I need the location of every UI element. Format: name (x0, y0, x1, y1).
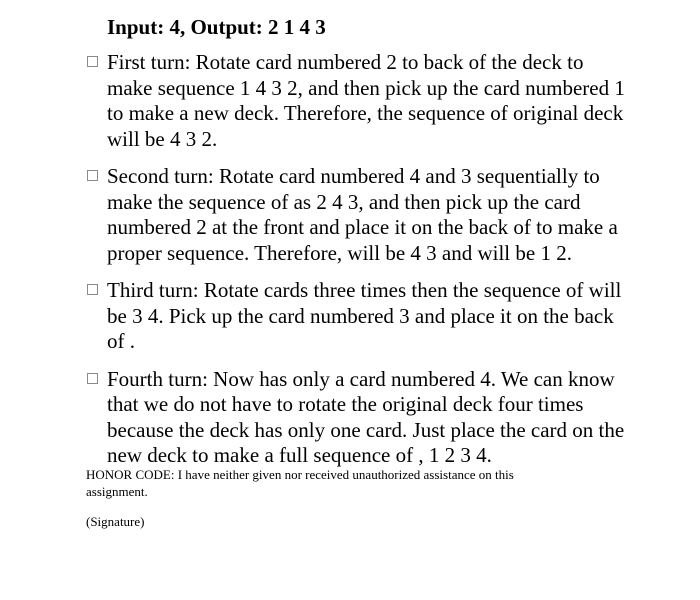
signature-label: (Signature) (86, 514, 145, 529)
example-heading: Input: 4, Output: 2 1 4 3 (107, 15, 326, 39)
empty-checkbox-icon (87, 284, 98, 295)
empty-checkbox-icon (87, 56, 98, 67)
empty-checkbox-icon (87, 170, 98, 181)
turn-item-second (86, 164, 626, 266)
turn-text: Third turn: Rotate cards three times then the sequence of will be 3 4. Pick up the card numbered 3 and place it on the back of . (107, 278, 622, 353)
turn-item-fourth (86, 367, 626, 469)
turn-text: Second turn: Rotate card numbered 4 and 3 sequentially to make the sequence of as 2 4 3, and then pick up the card numbered 2 at the front and place it on the back of to make a proper sequence. Therefore, will be 4 3 and will be 1 2. (107, 164, 618, 265)
turn-list (86, 50, 626, 481)
turn-text: Fourth turn: Now has only a card numbered 4. We can know that we do not have to rotate the original deck four times because the deck has only one card. Just place the card on the new deck to make a full sequence of , 1 2 3 4. (107, 366, 625, 467)
turn-item-third (86, 278, 626, 355)
turn-item-first (86, 50, 626, 152)
turn-text: First turn: Rotate card numbered 2 to back of the deck to make sequence 1 4 3 2, and then pick up the card numbered 1 to make a new deck. Therefore, the sequence of original deck will be 4 3 2. (107, 50, 625, 151)
empty-checkbox-icon (87, 373, 98, 384)
honor-code: HONOR CODE: I have neither given nor received unauthorized assistance on this assignment. (86, 467, 514, 499)
